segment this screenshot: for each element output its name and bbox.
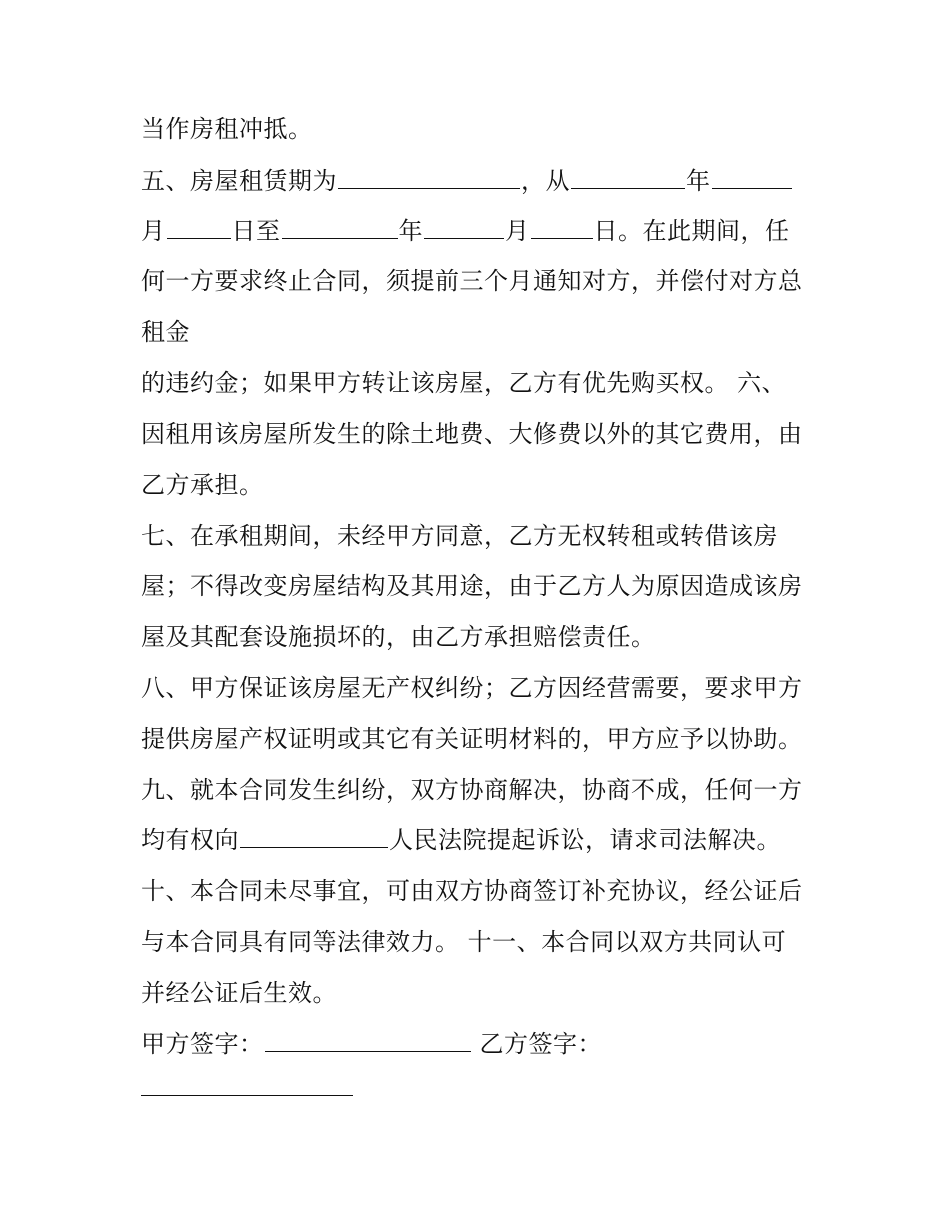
lease-term-label: 五、房屋租赁期为 xyxy=(141,167,337,195)
text-line-14: 九、就本合同发生纠纷，双方协商解决，协商不成，任何一方 xyxy=(141,776,803,804)
text-line-11: 屋及其配套设施损坏的，由乙方承担赔偿责任。 xyxy=(141,623,656,651)
court-prefix: 均有权向 xyxy=(141,826,239,854)
start-month-blank[interactable] xyxy=(712,166,792,189)
from-label: ，从 xyxy=(521,167,570,195)
text-line-17: 与本合同具有同等法律效力。 十一、本合同以双方共同认可 xyxy=(141,928,787,956)
party-b-signature-label: 乙方签字： xyxy=(479,1030,602,1058)
text-line-5: 租金 xyxy=(141,318,190,346)
start-year-blank[interactable] xyxy=(571,166,685,189)
text-line-3 xyxy=(141,214,790,248)
start-day-blank[interactable] xyxy=(167,216,231,239)
text-line-1: 当作房租冲抵。 xyxy=(141,115,313,143)
end-month-label: 月 xyxy=(505,217,530,245)
text-line-15 xyxy=(141,823,781,857)
text-line-9: 七、在承租期间，未经甲方同意，乙方无权转租或转借该房 xyxy=(141,522,778,550)
end-day-label: 日。在此期间，任 xyxy=(593,217,790,245)
text-line-6: 的违约金；如果甲方转让该房屋，乙方有优先购买权。 六、 xyxy=(141,369,787,397)
party-a-signature-label: 甲方签字： xyxy=(141,1030,264,1058)
text-line-4: 何一方要求终止合同，须提前三个月通知对方，并偿付对方总 xyxy=(141,267,803,295)
day-to-label: 日至 xyxy=(231,217,281,245)
court-name-blank[interactable] xyxy=(240,825,388,848)
party-b-signature-blank[interactable] xyxy=(141,1095,353,1096)
court-suffix: 人民法院提起诉讼，请求司法解决。 xyxy=(389,826,781,854)
end-year-blank[interactable] xyxy=(282,216,398,239)
end-day-blank[interactable] xyxy=(531,216,593,239)
text-line-18: 并经公证后生效。 xyxy=(141,979,337,1007)
text-line-13: 提供房屋产权证明或其它有关证明材料的，甲方应予以协助。 xyxy=(141,725,803,753)
text-line-10: 屋；不得改变房屋结构及其用途，由于乙方人为原因造成该房 xyxy=(141,572,803,600)
text-line-2 xyxy=(141,164,793,198)
signature-line xyxy=(141,1027,602,1061)
text-line-8: 乙方承担。 xyxy=(141,471,264,499)
year-label: 年 xyxy=(686,167,711,195)
lease-term-blank[interactable] xyxy=(338,166,520,189)
party-a-signature-blank[interactable] xyxy=(265,1029,471,1052)
end-year-label: 年 xyxy=(398,217,423,245)
text-line-7: 因租用该房屋所发生的除土地费、大修费以外的其它费用，由 xyxy=(141,420,803,448)
month-label: 月 xyxy=(141,217,166,245)
text-line-16: 十、本合同未尽事宜，可由双方协商签订补充协议，经公证后 xyxy=(141,877,803,905)
end-month-blank[interactable] xyxy=(424,216,504,239)
text-line-12: 八、甲方保证该房屋无产权纠纷；乙方因经营需要，要求甲方 xyxy=(141,674,803,702)
